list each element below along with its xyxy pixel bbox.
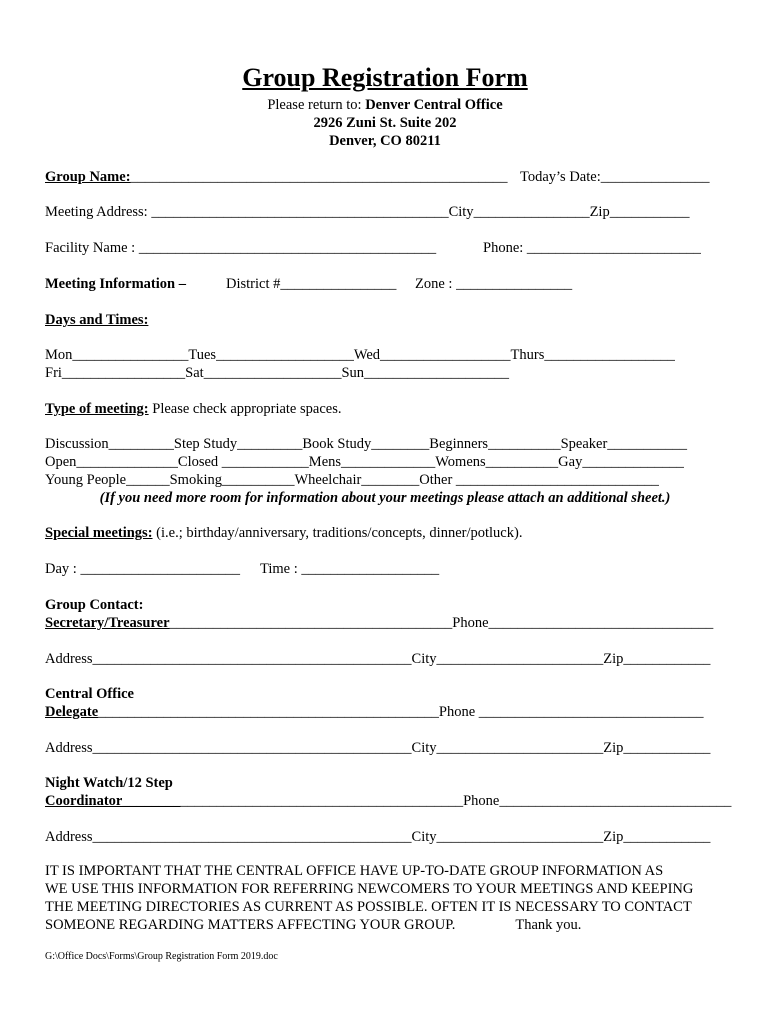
todays-date-field[interactable]: _______________: [600, 169, 710, 185]
coordinator-phone-label: Phone: [463, 793, 500, 809]
time-label: Time :: [260, 561, 302, 577]
meeting-city-label: City: [448, 204, 474, 220]
secretary-city-field[interactable]: _______________________: [436, 651, 604, 667]
zone-row: [415, 275, 572, 293]
secretary-address-row: [45, 650, 710, 668]
night-watch-label: Night Watch/12 Step: [45, 775, 173, 791]
coordinator-zip-label: Zip: [603, 829, 624, 845]
delegate-label: Delegate: [45, 704, 99, 720]
meeting-address-row: [45, 203, 689, 221]
central-office-label: Central Office: [45, 686, 134, 702]
secretary-phone-label: Phone: [452, 615, 489, 631]
meeting-address-label: Meeting Address:: [45, 204, 152, 220]
delegate-address-label: Address: [45, 740, 93, 756]
delegate-phone-field[interactable]: _______________________________: [475, 704, 704, 720]
district-label: District #: [226, 276, 281, 292]
district-field[interactable]: ________________: [280, 276, 397, 292]
type-row-3[interactable]: Young People______Smoking__________Wheelchair________Other ____________________________: [45, 472, 659, 488]
special-meetings-text: (i.e.; birthday/anniversary, traditions/concepts, dinner/potluck).: [152, 525, 523, 541]
address-line-1: 2926 Zuni St. Suite 202: [313, 115, 457, 131]
special-meetings-row: [45, 524, 522, 542]
meeting-address-field[interactable]: _________________________________________: [151, 204, 449, 220]
meeting-info-label: Meeting Information –: [45, 276, 186, 292]
days-row-1[interactable]: Mon________________Tues___________________Wed__________________Thurs__________________: [45, 347, 675, 363]
delegate-address-field[interactable]: ____________________________________________: [92, 740, 412, 756]
delegate-field[interactable]: _______________________________________________: [98, 704, 439, 720]
return-office: Denver Central Office: [365, 97, 503, 113]
type-row-1[interactable]: Discussion_________Step Study_________Book Study________Beginners__________Speaker___________: [45, 436, 688, 452]
meeting-zip-label: Zip: [589, 204, 610, 220]
facility-label: Facility Name :: [45, 240, 139, 256]
secretary-zip-field[interactable]: ____________: [623, 651, 711, 667]
delegate-city-field[interactable]: _______________________: [436, 740, 604, 756]
type-of-meeting-row: [45, 400, 341, 418]
delegate-row: [45, 703, 704, 721]
delegate-zip-label: Zip: [603, 740, 624, 756]
delegate-address-row: [45, 739, 710, 757]
more-room-note: (If you need more room for information about your meetings please attach an additional sheet.): [99, 490, 671, 506]
secretary-city-label: City: [411, 651, 437, 667]
meeting-city-field[interactable]: ________________: [473, 204, 590, 220]
delegate-zip-field[interactable]: ____________: [623, 740, 711, 756]
secretary-field[interactable]: _______________________________________: [169, 615, 453, 631]
delegate-city-label: City: [411, 740, 437, 756]
facility-row: [45, 239, 436, 257]
zone-field[interactable]: ________________: [456, 276, 573, 292]
footer-file-path: G:\Office Docs\Forms\Group Registration Form 2019.doc: [45, 951, 278, 962]
facility-phone-row: [483, 239, 701, 257]
todays-date-row: [520, 168, 709, 186]
coordinator-city-label: City: [411, 829, 437, 845]
coordinator-address-label: Address: [45, 829, 93, 845]
days-row-2[interactable]: Fri_________________Sat___________________Sun____________________: [45, 365, 510, 381]
secretary-address-label: Address: [45, 651, 93, 667]
secretary-address-field[interactable]: ____________________________________________: [92, 651, 412, 667]
day-row: [45, 560, 240, 578]
group-name-field[interactable]: ____________________________________________________: [130, 169, 508, 185]
secretary-label: Secretary/Treasurer: [45, 615, 170, 631]
closing-paragraph: [45, 862, 735, 934]
coordinator-address-row: [45, 828, 710, 846]
day-field[interactable]: ______________________: [80, 561, 240, 577]
closing-line-1: IT IS IMPORTANT THAT THE CENTRAL OFFICE HAVE UP-TO-DATE GROUP INFORMATION AS: [45, 863, 664, 879]
coordinator-address-field[interactable]: ____________________________________________: [92, 829, 412, 845]
thank-you: Thank you.: [515, 917, 582, 933]
coordinator-zip-field[interactable]: ____________: [623, 829, 711, 845]
group-contact-label: Group Contact:: [45, 597, 144, 613]
closing-line-2: WE USE THIS INFORMATION FOR REFERRING NEWCOMERS TO YOUR MEETINGS AND KEEPING: [45, 881, 694, 897]
secretary-phone-field[interactable]: _______________________________: [488, 615, 714, 631]
district-row: [226, 275, 396, 293]
secretary-zip-label: Zip: [603, 651, 624, 667]
delegate-phone-label: Phone: [438, 704, 476, 720]
group-name-row: [45, 168, 508, 186]
type-row-2[interactable]: Open______________Closed ____________Mens_____________Womens__________Gay______________: [45, 454, 684, 470]
facility-field[interactable]: _________________________________________: [138, 240, 437, 256]
facility-phone-field[interactable]: ________________________: [526, 240, 701, 256]
secretary-row: [45, 614, 713, 632]
days-times-label: Days and Times:: [45, 312, 149, 328]
address-line-2: Denver, CO 80211: [329, 133, 441, 149]
zone-label: Zone :: [415, 276, 457, 292]
closing-line-4: SOMEONE REGARDING MATTERS AFFECTING YOUR GROUP.: [45, 917, 456, 933]
todays-date-label: Today’s Date:: [520, 169, 601, 185]
time-field[interactable]: ___________________: [301, 561, 440, 577]
coordinator-city-field[interactable]: _______________________: [436, 829, 604, 845]
meeting-zip-field[interactable]: ___________: [609, 204, 690, 220]
day-label: Day :: [45, 561, 81, 577]
time-row: [260, 560, 439, 578]
group-name-label: Group Name:: [45, 169, 131, 185]
coordinator-label: Coordinator________: [45, 793, 181, 809]
coordinator-row: [45, 792, 731, 810]
coordinator-field[interactable]: _______________________________________: [180, 793, 464, 809]
type-instruction: Please check appropriate spaces.: [148, 401, 342, 417]
type-of-meeting-label: Type of meeting:: [45, 401, 149, 417]
special-meetings-label: Special meetings:: [45, 525, 153, 541]
facility-phone-label: Phone:: [483, 240, 527, 256]
closing-line-4-row: [45, 916, 735, 934]
return-prefix: Please return to:: [267, 97, 362, 113]
return-line: [0, 96, 770, 114]
closing-line-3: THE MEETING DIRECTORIES AS CURRENT AS POSSIBLE. OFTEN IT IS NECESSARY TO CONTACT: [45, 899, 692, 915]
form-title: Group Registration Form: [242, 63, 528, 92]
coordinator-phone-field[interactable]: ________________________________: [499, 793, 732, 809]
